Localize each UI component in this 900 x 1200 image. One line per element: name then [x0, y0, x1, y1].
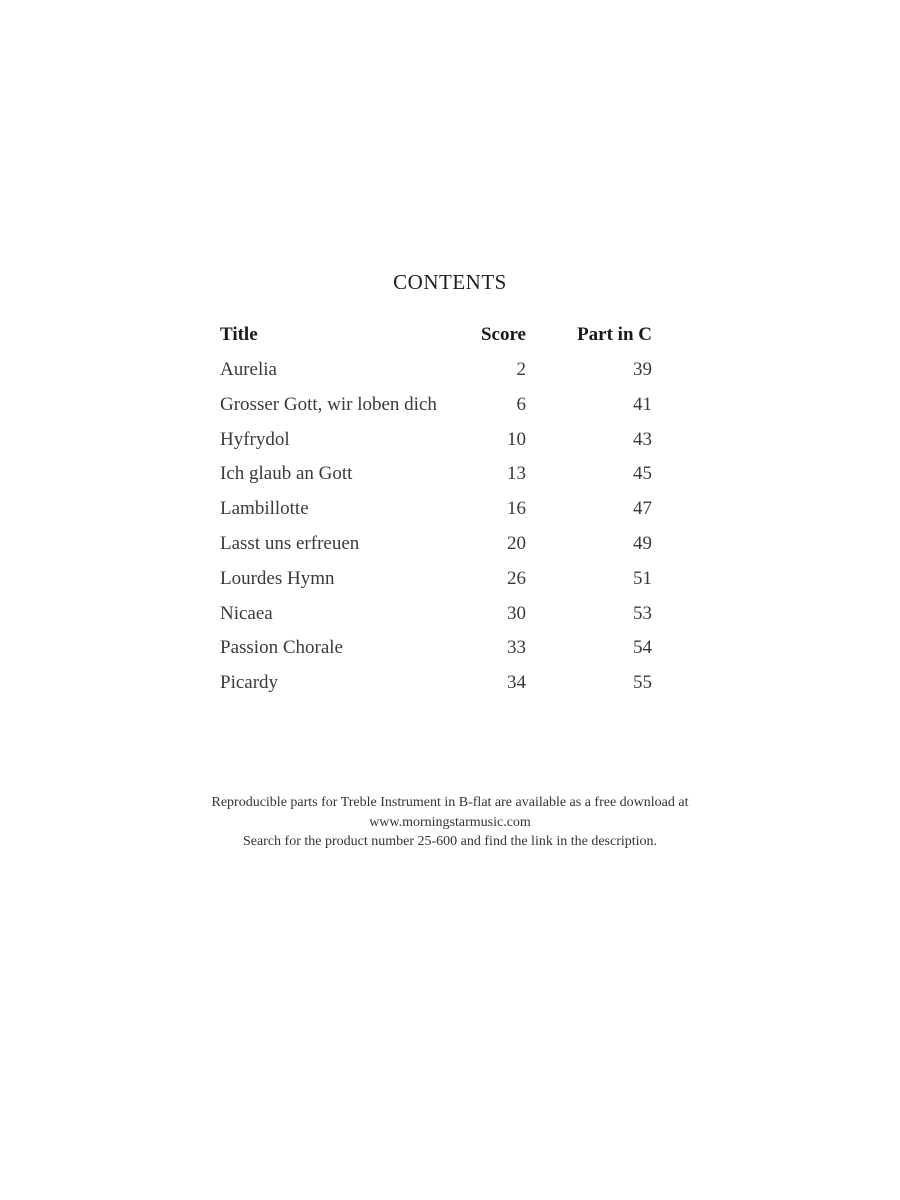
entry-score-page: 33 — [507, 637, 526, 659]
entry-title: Passion Chorale — [220, 637, 343, 659]
table-row — [220, 393, 652, 428]
entry-score-page: 34 — [507, 672, 526, 694]
table-row — [220, 567, 652, 602]
page-title: CONTENTS — [393, 270, 507, 294]
entry-part-page: 49 — [633, 532, 652, 554]
entry-score-page: 26 — [507, 567, 526, 589]
entry-title: Lourdes Hymn — [220, 567, 335, 589]
download-note-line: Reproducible parts for Treble Instrument in B-flat are available as a free download at — [211, 795, 689, 810]
table-row — [220, 636, 652, 671]
entry-score-page: 10 — [507, 428, 526, 450]
entry-part-page: 39 — [633, 359, 652, 380]
entry-score-page: 6 — [516, 393, 526, 415]
entry-title: Aurelia — [220, 359, 277, 380]
entry-title: Hyfrydol — [220, 428, 290, 450]
table-row — [220, 532, 652, 567]
entry-title: Nicaea — [220, 602, 273, 624]
table-row — [220, 462, 652, 497]
entry-part-page: 51 — [633, 567, 652, 589]
entry-part-page: 47 — [633, 498, 652, 520]
entry-part-page: 45 — [633, 463, 652, 485]
download-note-line: Search for the product number 25-600 and find the link in the description. — [242, 834, 658, 849]
entry-part-page: 43 — [633, 428, 652, 450]
entry-title: Lasst uns erfreuen — [220, 532, 360, 554]
entry-title: Lambillotte — [220, 498, 309, 520]
column-header-score: Score — [480, 324, 526, 345]
entry-part-page: 54 — [633, 637, 652, 659]
entry-part-page: 53 — [633, 602, 652, 624]
column-header-part: Part in C — [577, 324, 652, 345]
entry-score-page: 13 — [507, 463, 526, 485]
table-row — [220, 671, 652, 706]
entry-score-page: 16 — [507, 498, 526, 520]
table-row — [220, 358, 652, 393]
table-row — [220, 497, 652, 532]
entry-title: Ich glaub an Gott — [220, 463, 353, 485]
entry-title: Picardy — [220, 672, 279, 694]
entry-score-page: 30 — [507, 602, 526, 624]
contents-table — [220, 323, 652, 706]
entry-score-page: 2 — [516, 359, 526, 380]
table-row — [220, 602, 652, 637]
entry-title: Grosser Gott, wir loben dich — [220, 393, 437, 415]
table-header-row — [220, 323, 652, 358]
entry-score-page: 20 — [507, 532, 526, 554]
entry-part-page: 41 — [633, 393, 652, 415]
download-note — [0, 793, 900, 852]
column-header-title: Title — [220, 324, 258, 345]
website-link-text: www.morningstarmusic.com — [369, 814, 531, 830]
table-row — [220, 428, 652, 463]
entry-part-page: 55 — [633, 672, 652, 694]
